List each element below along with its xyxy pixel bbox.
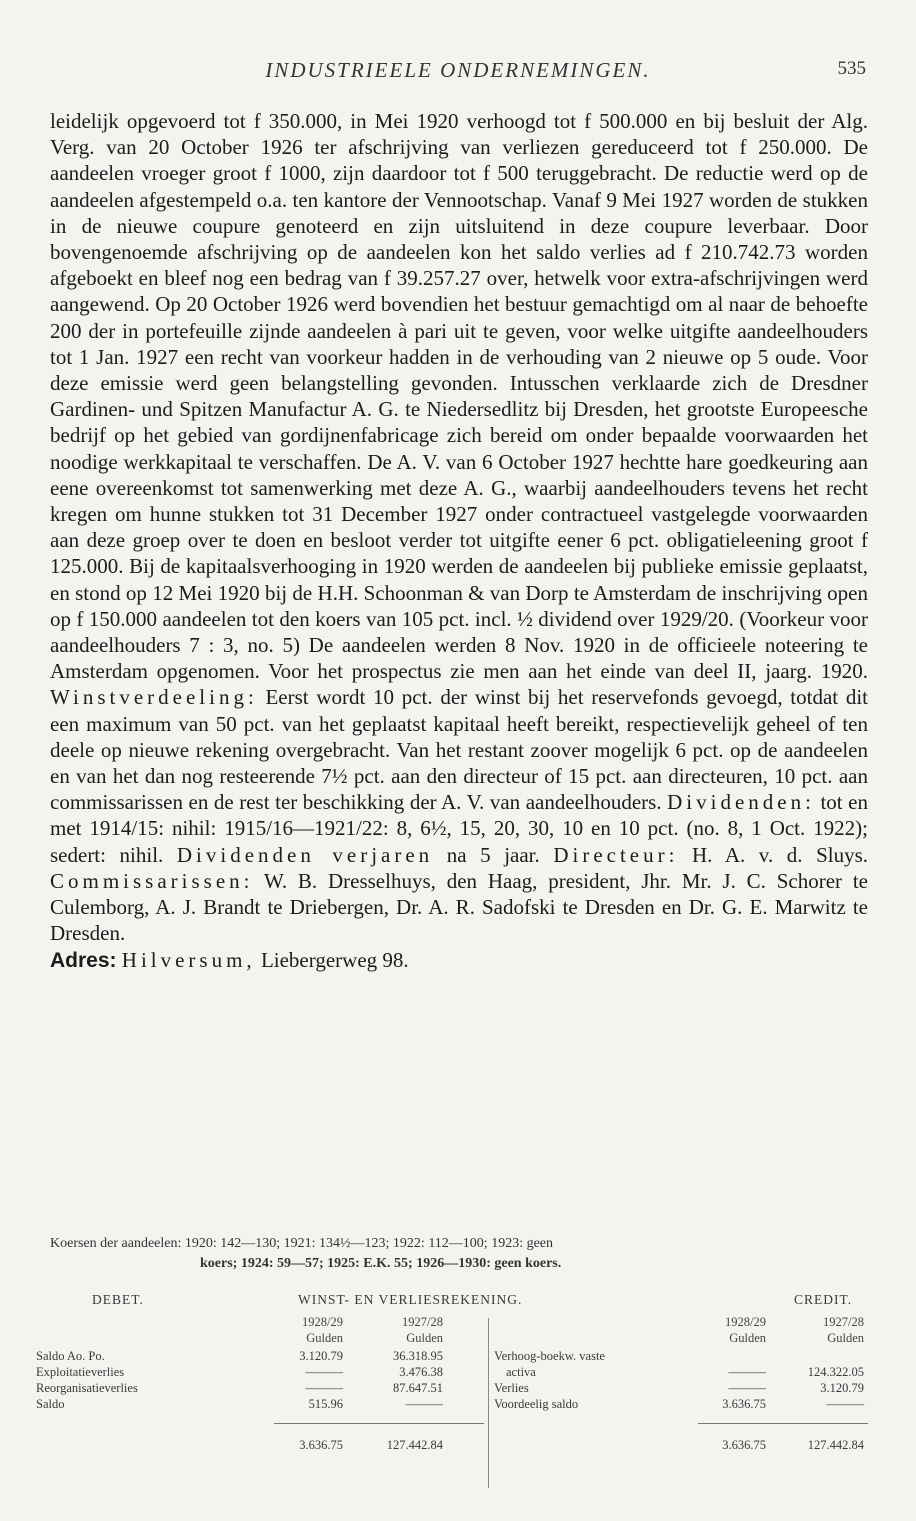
debet-row-value-2: ——— — [405, 1397, 443, 1411]
col-unit-left-1: Gulden — [306, 1331, 343, 1345]
credit-row-label: Verlies — [494, 1381, 529, 1395]
credit-row-value-2: 3.120.79 — [820, 1381, 864, 1395]
verjaren-label: Dividenden verjaren — [176, 842, 434, 867]
table-row — [36, 1380, 868, 1396]
col-unit-right-1: Gulden — [729, 1331, 766, 1345]
debet-row-value-2: 3.476.38 — [399, 1365, 443, 1379]
debet-row-value-1: ——— — [305, 1381, 343, 1395]
body-paragraph-text: leidelijk opgevoerd tot f 350.000, in Mei 1920 verhoogd tot f 500.000 en bij besluit der Alg. Verg. van 20 October 1926 ter afschrijving van verliezen gereduceerd tot f 250.000. De aandeelen vroeger groot f 1000, zijn daardoor tot f 500 teruggebracht. De reductie werd op de aandeelen afgestempeld o.a. ten kantore der Vennootschap. Vanaf 9 Mei 1927 worden de stukken in de nieuwe coupure genoteerd en zijn uitsluitend in deze coupure leverbaar. Door bovengenoemde afschrijving op de aandeelen kon het saldo verlies ad f 210.742.73 worden afgeboekt en bleef nog een bedrag van f 39.257.27 over, hetwelk voor extra-afschrijvingen werd aangewend. Op 20 October 1926 werd bovendien het bestuur gemachtigd om al naar de behoefte 200 der in portefeuille zijnde aandeelen à pari uit te geven, voor welke uitgifte aandeelhouders tot 1 Jan. 1927 een recht van voorkeur hadden in de verhouding van 2 nieuwe op 5 oude. Voor deze emissie werd geen belangstelling gevonden. Intusschen verklaarde zich de Dresdner Gardinen- und Spitzen Manufactur A. G. te Niedersedlitz bij Dresden, het grootste Europeesche bedrijf op het gebied van gordijnenfabricage zich bereid om onder bepaalde voorwaarden het noodige werkkapitaal te verschaffen. De A. V. van 6 October 1927 hechtte hare goedkeuring aan eene overeenkomst tot samenwerking met deze A. G., waarbij aandeelhouders tevens het recht kregen om hunne stukken tot 31 December 1927 onder contractueel vastgelegde voorwaarden aan deze groep over te doen en besloot verder tot uitgifte eener 6 pct. obligatieleening groot f 125.000. Bij de kapitaalsverhooging in 1920 werden de aandeelen bij publieke emissie geplaatst, en stond op 12 Mei 1920 bij de H.H. Schoonman & van Dorp te Amsterdam de inschrijving open op f 150.000 aandeelen tot den koers van 105 pct. incl. ½ dividend over 1929/20. (Voorkeur voor aandeelhouders 7 : 3, no. 5) De aandeelen werden 8 Nov. 1920 in de officieele noteering te Amsterdam opgenomen. Voor het prospectus zie men aan het einde van deel II, jaarg. 1920. — [50, 109, 868, 684]
credit-row-value-1: 3.636.75 — [722, 1397, 766, 1411]
debet-row-value-1: ——— — [305, 1365, 343, 1379]
debet-row-value-1: 3.120.79 — [299, 1349, 343, 1363]
adres-label: Adres: — [50, 948, 117, 972]
table-row — [36, 1364, 868, 1380]
debet-total-rule — [274, 1423, 484, 1424]
credit-row-value-2: ——— — [826, 1397, 864, 1411]
koersen-block — [50, 1234, 870, 1274]
credit-row-label: activa — [506, 1365, 536, 1379]
adres-line — [50, 947, 868, 974]
body-text — [50, 108, 868, 974]
credit-row-label: Verhoog-boekw. vaste — [494, 1349, 605, 1363]
dividenden-label: Dividenden: — [667, 790, 815, 815]
koersen-line-1: Koersen der aandeelen: 1920: 142—130; 1921: 134½—123; 1922: 112—100; 1923: geen — [50, 1236, 554, 1251]
col-year-right-1: 1928/29 — [725, 1315, 766, 1329]
adres-street: Liebergerweg 98. — [260, 947, 409, 972]
totals-row — [36, 1438, 868, 1456]
adres-city: Hilversum, — [121, 947, 256, 972]
col-year-right-2: 1927/28 — [823, 1315, 864, 1329]
directeur-text: H. A. v. d. Sluys. — [692, 842, 869, 867]
body-paragraph — [50, 108, 868, 947]
debet-row-value-2: 87.647.51 — [393, 1381, 443, 1395]
col-unit-left-2: Gulden — [406, 1331, 443, 1345]
debet-row-label: Saldo Ao. Po. — [36, 1349, 105, 1363]
ledger-title: WINST- EN VERLIESREKENING. — [298, 1292, 523, 1307]
col-year-left-1: 1928/29 — [302, 1315, 343, 1329]
commissarissen-text: W. B. Dresselhuys, den Haag, president, Jhr. Mr. J. C. Schorer te Culemborg, A. J. Brandt te Driebergen, Dr. A. R. Sadofski te Dresden en Dr. G. E. Marwitz te Dresden. — [50, 868, 868, 946]
credit-row-value-1: ——— — [728, 1381, 766, 1395]
page-header — [50, 58, 866, 90]
page-number: 535 — [837, 58, 866, 79]
credit-row-value-2: 124.322.05 — [807, 1365, 864, 1379]
col-unit-right-2: Gulden — [827, 1331, 864, 1345]
verjaren-text: na 5 jaar. — [446, 842, 540, 867]
commissarissen-label: Commissarissen: — [50, 868, 254, 893]
credit-row-label: Voordeelig saldo — [494, 1397, 579, 1411]
debet-row-label: Exploitatieverlies — [36, 1365, 125, 1379]
column-headers — [36, 1314, 868, 1348]
directeur-label: Directeur: — [553, 842, 679, 867]
credit-total-2: 127.442.84 — [807, 1438, 864, 1452]
debet-row-value-1: 515.96 — [308, 1397, 343, 1411]
winst-label: Winstverdeeling: — [50, 685, 258, 710]
debet-total-1: 3.636.75 — [299, 1438, 343, 1452]
column-divider — [488, 1318, 489, 1488]
debet-row-label: Reorganisatieverlies — [36, 1381, 138, 1395]
credit-total-rule — [698, 1423, 868, 1424]
debet-total-2: 127.442.84 — [386, 1438, 443, 1452]
credit-total-1: 3.636.75 — [722, 1438, 766, 1452]
table-row — [36, 1396, 868, 1412]
table-row — [36, 1348, 868, 1364]
winst-verlies-table — [36, 1292, 868, 1452]
debet-row-value-2: 36.318.95 — [393, 1349, 443, 1363]
dividenden-text: tot en met 1914/15: nihil: 1915/16—1921/22: 8, 6½, 15, 20, 30, 10 en 10 pct. (no. 8, 1 Oct. 1922); sedert: nihil. — [50, 790, 868, 867]
ledger-heading — [36, 1292, 868, 1314]
running-title: INDUSTRIEELE ONDERNEMINGEN. — [265, 58, 651, 82]
winst-text: Eerst wordt 10 pct. der winst bij het reservefonds gevoegd, totdat dit een maximum van 50 pct. van het geplaatst kapitaal heeft bereikt, respectievelijk geheel of ten deele op nieuwe rekening overgebracht. Van het restant zoover mogelijk 6 pct. op de aandeelen en van het dan nog resteerende 7½ pct. aan den directeur of 15 pct. aan directeuren, 10 pct. aan commissarissen en de rest ter beschikking der A. V. van aandeelhouders. — [50, 685, 868, 815]
debet-label: DEBET. — [92, 1292, 144, 1307]
col-year-left-2: 1927/28 — [402, 1315, 443, 1329]
credit-label: CREDIT. — [794, 1292, 853, 1307]
credit-row-value-1: ——— — [728, 1365, 766, 1379]
koersen-line-2: koers; 1924: 59—57; 1925: E.K. 55; 1926—1930: geen koers. — [200, 1256, 562, 1271]
debet-row-label: Saldo — [36, 1397, 65, 1411]
